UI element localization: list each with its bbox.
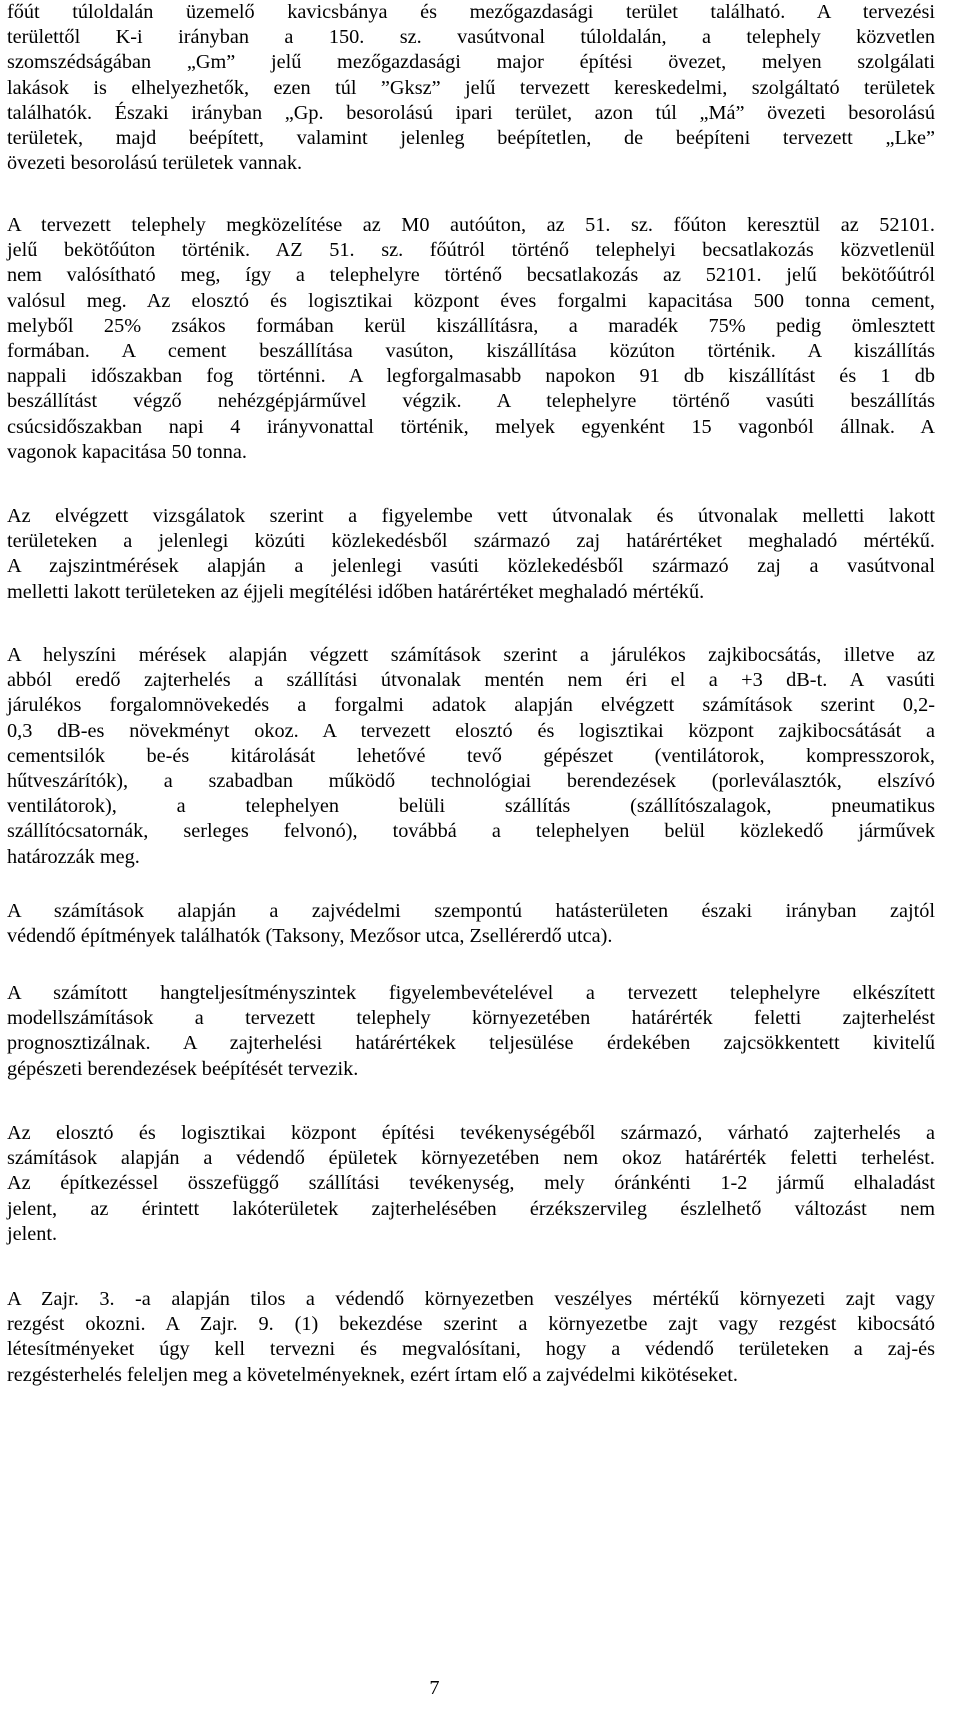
paragraph-impact-area bbox=[7, 899, 935, 949]
text-line: területek, majd beépített, valamint jelenleg beépítetlen, de beépíteni tervezett „Lke” bbox=[7, 126, 935, 149]
text-line: valósul meg. Az elosztó és logisztikai központ éves forgalmi kapacitása 500 tonna cement, bbox=[7, 289, 935, 312]
paragraph-studies bbox=[7, 504, 935, 605]
paragraph-surroundings bbox=[7, 0, 935, 176]
text-line: prognosztizálnak. A zajterhelési határértékek teljesülése érdekében zajcsökkentett kivitelű bbox=[7, 1032, 935, 1055]
text-line: Az építkezéssel összefüggő szállítási tevékenység, mely óránkénti 1-2 jármű elhaladást bbox=[7, 1172, 935, 1195]
text-line: övezeti besorolású területek vannak. bbox=[7, 152, 303, 175]
text-line: rezgést okozni. A Zajr. 9. (1) bekezdése szerint a környezetbe zajt vagy rezgést kibocsátó bbox=[7, 1313, 935, 1336]
paragraph-measurements bbox=[7, 643, 935, 870]
text-line: számítások alapján a védendő épületek környezetében nem okoz határérték feletti terhelést. bbox=[7, 1147, 935, 1170]
text-line: főút túloldalán üzemelő kavicsbánya és mezőgazdasági terület található. A tervezési bbox=[7, 1, 935, 23]
text-line: melyből 25% zsákos formában kerül kiszállításra, a maradék 75% pedig ömlesztett bbox=[7, 314, 935, 337]
text-line: létesítményeket úgy kell tervezni és megvalósítani, hogy a védendő területeken a zaj-és bbox=[7, 1338, 935, 1361]
text-line: beszállítást végző nehézgépjárművel végzik. A telephelyre történő vasúti beszállítás bbox=[7, 390, 935, 413]
text-line: találhatók. Északi irányban „Gp. besorolású ipari terület, azon túl „Má” övezeti besorolású bbox=[7, 101, 935, 124]
page-number: 7 bbox=[429, 1677, 440, 1699]
text-line: modellszámítások a tervezett telephely környezetében határérték feletti zajterhelést bbox=[7, 1007, 935, 1030]
text-line: nem valósítható meg, így a telephelyre történő becsatlakozás az 52101. jelű bekötőútról bbox=[7, 264, 935, 287]
paragraph-regulation bbox=[7, 1287, 935, 1388]
text-line: csúcsidőszakban napi 4 irányvonattal történik, melyek egyenként 15 vagonból állnak. A bbox=[7, 415, 935, 438]
text-line: A Zajr. 3. -a alapján tilos a védendő környezetben veszélyes mértékű környezeti zajt vagy bbox=[7, 1288, 935, 1310]
text-line: lakások is elhelyezhetők, ezen túl ”Gksz” jelű tervezett kereskedelmi, szolgáltató területek bbox=[7, 76, 935, 99]
text-line: Az elosztó és logisztikai központ építési tevékenységéből származó, várható zajterhelés a bbox=[7, 1122, 935, 1144]
paragraph-construction bbox=[7, 1121, 935, 1247]
text-line: jelent, az érintett lakóterületek zajterhelésében érzékszervileg észlelhető változást nem bbox=[7, 1197, 935, 1220]
text-line: szállítócsatornák, serleges felvonó), továbbá a telephelyen belül közlekedő járművek bbox=[7, 820, 935, 843]
text-line: melletti lakott területeken az éjjeli megítélési időben határértéket meghaladó mértékű. bbox=[7, 580, 705, 603]
text-line: Az elvégzett vizsgálatok szerint a figyelembe vett útvonalak és útvonalak melletti lakott bbox=[7, 505, 935, 527]
text-line: nappali időszakban fog történni. A legforgalmasabb napokon 91 db kiszállítást és 1 db bbox=[7, 365, 935, 388]
text-line: területtől K-i irányban a 150. sz. vasútvonal túloldalán, a telephely közvetlen bbox=[7, 26, 935, 49]
text-line: rezgésterhelés feleljen meg a követelményeknek, ezért írtam elő a zajvédelmi kikötéseket. bbox=[7, 1363, 738, 1386]
text-line: jelent. bbox=[7, 1222, 58, 1245]
text-line: területeken a jelenlegi közúti közlekedésből származó zaj határértéket meghaladó mértékű. bbox=[7, 530, 935, 553]
text-line: cementsilók be-és kitárolását lehetővé tevő gépészet (ventilátorok, kompresszorok, bbox=[7, 744, 935, 767]
text-line: hűtveszárítók), a szabadban működő technológiai berendezések (porleválasztók, elszívó bbox=[7, 769, 935, 792]
text-line: gépészeti berendezések beépítését tervezik. bbox=[7, 1057, 359, 1080]
text-line: A számítások alapján a zajvédelmi szempontú hatásterületen északi irányban zajtól bbox=[7, 900, 935, 922]
text-line: A helyszíni mérések alapján végzett számítások szerint a járulékos zajkibocsátás, illetve az bbox=[7, 644, 935, 666]
text-line: jelű bekötőúton történik. AZ 51. sz. főútról történő telephelyi becsatlakozás közvetlenül bbox=[7, 239, 935, 262]
text-line: abból eredő zajterhelés a szállítási útvonalak mentén nem éri el a +3 dB-t. A vasúti bbox=[7, 669, 935, 692]
text-line: járulékos forgalomnövekedés a forgalmi adatok alapján elvégzett számítások szerint 0,2- bbox=[7, 694, 935, 717]
text-line: vagonok kapacitása 50 tonna. bbox=[7, 440, 247, 463]
paragraph-model-calculations bbox=[7, 981, 935, 1082]
text-line: ventilátorok), a telephelyen belüli szállítás (szállítószalagok, pneumatikus bbox=[7, 795, 935, 818]
text-line: A zajszintmérések alapján a jelenlegi vasúti közlekedésből származó zaj a vasútvonal bbox=[7, 555, 935, 578]
text-line: 0,3 dB-es növekményt okoz. A tervezett elosztó és logisztikai központ zajkibocsátását a bbox=[7, 719, 935, 742]
text-line: A tervezett telephely megközelítése az M0 autóúton, az 51. sz. főúton keresztül az 52101. bbox=[7, 214, 935, 236]
document-page bbox=[7, 0, 935, 1716]
text-line: A számított hangteljesítményszintek figyelembevételével a tervezett telephelyre elkészített bbox=[7, 982, 935, 1004]
text-line: szomszédságában „Gm” jelű mezőgazdasági major építési övezet, melyen szolgálati bbox=[7, 51, 935, 74]
text-line: határozzák meg. bbox=[7, 845, 140, 868]
text-line: védendő építmények találhatók (Taksony, Mezősor utca, Zsellérerdő utca). bbox=[7, 925, 613, 948]
text-line: formában. A cement beszállítása vasúton, kiszállítása közúton történik. A kiszállítás bbox=[7, 339, 935, 362]
paragraph-access-and-traffic bbox=[7, 213, 935, 465]
